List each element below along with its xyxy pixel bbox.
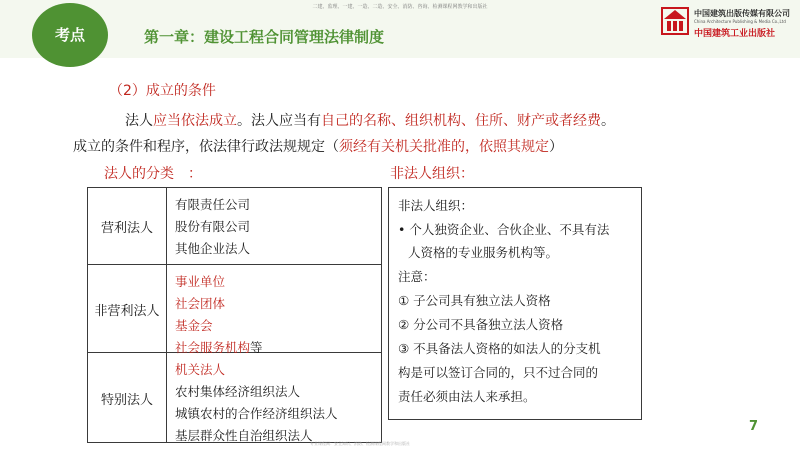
list-item: 基金会 bbox=[175, 318, 213, 333]
p2-text-c: ） bbox=[549, 139, 563, 155]
table-row-for-profit bbox=[88, 188, 381, 265]
note-item-2: ② 分公司不具备独立法人资格 bbox=[398, 317, 564, 332]
non-legal-bullet-line2: 人资格的专业服务机构等。 bbox=[408, 245, 559, 260]
p1-text-e: 。 bbox=[601, 113, 615, 129]
list-item: 机关法人 bbox=[175, 362, 226, 377]
p2-text-a: 成立的条件和程序，依法律行政法规规定（ bbox=[73, 139, 339, 155]
list-item: 事业单位 bbox=[175, 274, 226, 289]
p1-text-a: 法人 bbox=[125, 113, 153, 129]
p1-text-d: 自己的名称、组织机构、住所、财产或者经费 bbox=[321, 113, 601, 129]
publisher-name-cn: 中国建筑出版传媒有限公司 bbox=[694, 9, 790, 18]
footer-small-text: 专业课程网：安全知识、消防、检测课程网教学和出版社 bbox=[310, 441, 410, 446]
non-legal-title: 非法人组织： bbox=[398, 198, 474, 213]
p1-text-c: 。法人应当有 bbox=[237, 113, 321, 129]
non-legal-organization-box bbox=[388, 187, 642, 420]
section-heading: （2）成立的条件 bbox=[109, 83, 216, 99]
for-profit-items bbox=[175, 194, 250, 260]
publisher-logo bbox=[660, 6, 792, 46]
list-item-highlight: 社会服务机构 bbox=[175, 340, 251, 355]
non-legal-organization-label: 非法人组织： bbox=[390, 166, 474, 182]
legal-person-classification-table bbox=[87, 187, 382, 443]
category-non-profit: 非营利法人 bbox=[94, 304, 160, 319]
p2-text-b: 须经有关机关批准的，依照其规定 bbox=[339, 139, 549, 155]
category-for-profit: 营利法人 bbox=[100, 221, 153, 236]
non-profit-items bbox=[175, 271, 263, 359]
non-legal-bullet-line1: • 个人独资企业、合伙企业、不具有法 bbox=[398, 222, 610, 237]
list-item: 基层群众性自治组织法人 bbox=[175, 428, 313, 443]
list-item: 城镇农村的合作经济组织法人 bbox=[175, 406, 338, 421]
header-small-text: 二建、监理、一建、一造、二造、安全、消防、咨询、检测课程网教学和出版社 bbox=[312, 4, 488, 10]
list-item: 社会团体 bbox=[175, 296, 226, 311]
publisher-logo-icon bbox=[660, 6, 690, 36]
list-item: 农村集体经济组织法人 bbox=[175, 384, 301, 399]
p1-text-b: 应当依法成立 bbox=[153, 113, 237, 129]
note-item-3-line3: 责任必须由法人来承担。 bbox=[398, 389, 536, 404]
paragraph-conditions bbox=[73, 136, 563, 156]
category-special: 特别法人 bbox=[100, 393, 153, 408]
list-item-suffix: 等 bbox=[250, 340, 263, 355]
chapter-title: 第一章：建设工程合同管理法律制度 bbox=[144, 28, 385, 46]
list-item: 其他企业法人 bbox=[175, 241, 251, 256]
page-number: 7 bbox=[749, 419, 759, 434]
publisher-name-en: China Architecture Publishing & Media Co.,Ltd bbox=[694, 19, 786, 24]
column-labels bbox=[0, 163, 800, 183]
list-item: 股份有限公司 bbox=[175, 219, 251, 234]
table-row-non-profit bbox=[88, 265, 381, 353]
legal-person-classification-label: 法人的分类 ： bbox=[104, 166, 202, 182]
table-row-special bbox=[88, 353, 381, 442]
list-item: 有限责任公司 bbox=[175, 197, 251, 212]
note-item-3-line2: 构是可以签订合同的，只不过合同的 bbox=[398, 365, 599, 380]
note-item-1: ① 子公司具有独立法人资格 bbox=[398, 293, 551, 308]
publisher-name-calligraphy: 中国建筑工业出版社 bbox=[694, 29, 776, 39]
note-item-3-line1: ③ 不具备法人资格的如法人的分支机 bbox=[398, 341, 601, 356]
topic-badge-label: 考点 bbox=[54, 26, 85, 44]
note-title: 注意： bbox=[398, 269, 436, 284]
special-items bbox=[175, 359, 338, 447]
paragraph-establishment bbox=[125, 110, 615, 130]
